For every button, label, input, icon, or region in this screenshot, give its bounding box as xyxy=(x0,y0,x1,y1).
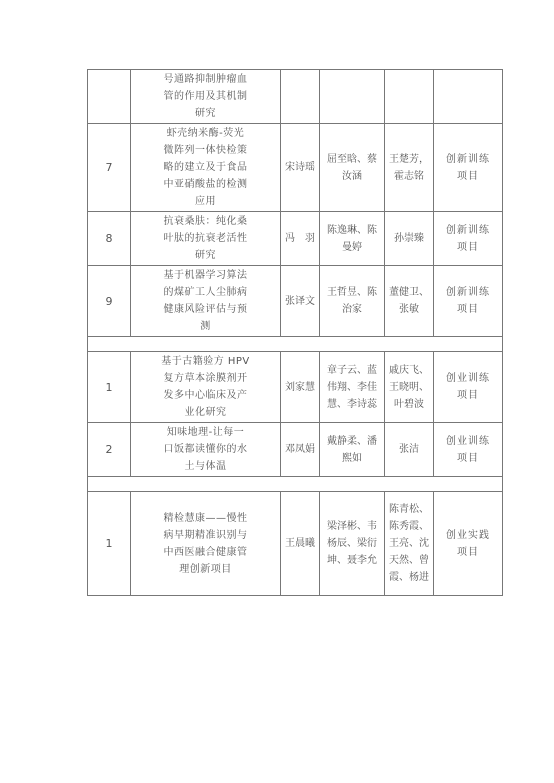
row-number: 2 xyxy=(88,423,131,477)
section-separator-row xyxy=(88,337,503,352)
project-type xyxy=(434,70,503,124)
project-title: 知味地理-让每一 口饭都读懂你的水 土与体温 xyxy=(131,423,281,477)
table-row xyxy=(88,70,503,124)
row-number: 1 xyxy=(88,492,131,596)
row-number xyxy=(88,70,131,124)
project-tutors: 董健卫、 张敏 xyxy=(385,266,434,337)
project-tutors: 戚庆飞、 王晓明、 叶碧波 xyxy=(385,352,434,423)
project-type: 创业训练 项目 xyxy=(434,352,503,423)
project-title: 基于古籍验方 HPV 复方草本涂膜剂开 发多中心临床及产 业化研究 xyxy=(131,352,281,423)
project-tutors: 王楚芳， 霍志铭 xyxy=(385,124,434,212)
project-title: 基于机器学习算法 的煤矿工人尘肺病 健康风险评估与预 测 xyxy=(131,266,281,337)
project-table xyxy=(87,69,503,596)
project-type: 创新训练 项目 xyxy=(434,266,503,337)
project-leader: 宋诗瑶 xyxy=(281,124,320,212)
section-separator-row xyxy=(88,477,503,492)
project-members: 王哲昱、陈 治家 xyxy=(320,266,385,337)
separator-cell xyxy=(88,477,503,492)
row-number: 1 xyxy=(88,352,131,423)
project-title: 抗衰桑肤：纯化桑 叶肽的抗衰老活性 研究 xyxy=(131,212,281,266)
table-row xyxy=(88,423,503,477)
row-number: 7 xyxy=(88,124,131,212)
project-title: 号通路抑制肿瘤血 管的作用及其机制 研究 xyxy=(131,70,281,124)
project-type: 创新训练 项目 xyxy=(434,212,503,266)
project-tutors: 陈青松、 陈秀霞、 王亮、沈 天然、曾 霞、杨进 xyxy=(385,492,434,596)
project-leader: 王晨曦 xyxy=(281,492,320,596)
table-row xyxy=(88,124,503,212)
project-type: 创业实践 项目 xyxy=(434,492,503,596)
project-title: 虾壳纳米酶-荧光 微阵列一体快检策 略的建立及于食品 中亚硝酸盐的检测 应用 xyxy=(131,124,281,212)
project-leader xyxy=(281,70,320,124)
table-row xyxy=(88,212,503,266)
table-row xyxy=(88,352,503,423)
project-type: 创新训练 项目 xyxy=(434,124,503,212)
project-members: 陈逸琳、陈 曼婷 xyxy=(320,212,385,266)
separator-cell xyxy=(88,337,503,352)
row-number: 8 xyxy=(88,212,131,266)
project-leader: 冯 羽 xyxy=(281,212,320,266)
project-leader: 邓凤娟 xyxy=(281,423,320,477)
project-members: 戴静柔、潘 熙如 xyxy=(320,423,385,477)
project-title: 精检慧康——慢性 病早期精准识别与 中西医融合健康管 理创新项目 xyxy=(131,492,281,596)
row-number: 9 xyxy=(88,266,131,337)
project-type: 创业训练 项目 xyxy=(434,423,503,477)
project-tutors xyxy=(385,70,434,124)
project-members xyxy=(320,70,385,124)
project-members: 章子云、蓝 伟翔、李佳 慧、李诗蕊 xyxy=(320,352,385,423)
project-members: 屈至晗、蔡 汝涵 xyxy=(320,124,385,212)
project-tutors: 孙崇臻 xyxy=(385,212,434,266)
table-row xyxy=(88,266,503,337)
project-tutors: 张洁 xyxy=(385,423,434,477)
project-leader: 刘家慧 xyxy=(281,352,320,423)
project-members: 梁泽彬、韦 杨辰、梁衍 坤、聂李允 xyxy=(320,492,385,596)
project-leader: 张译文 xyxy=(281,266,320,337)
table-row xyxy=(88,492,503,596)
